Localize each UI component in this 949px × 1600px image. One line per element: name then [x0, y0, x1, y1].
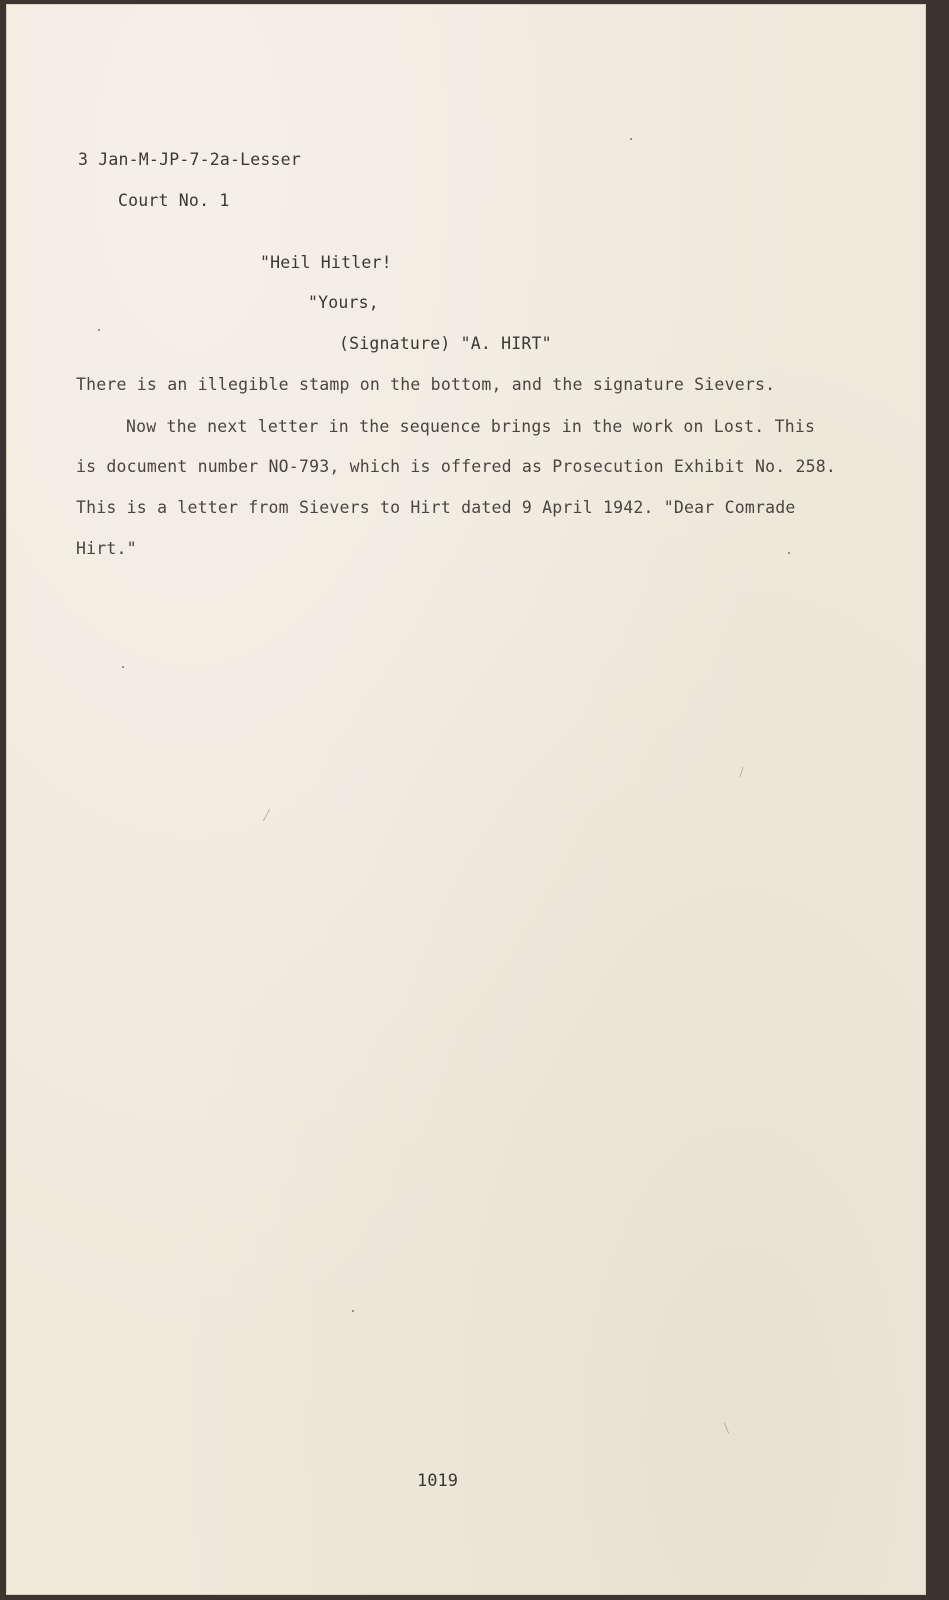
body-line-4: This is a letter from Sievers to Hirt dated 9 April 1942. "Dear Comrade	[76, 498, 796, 517]
paper-scratch	[739, 767, 743, 777]
page-number: 1019	[417, 1471, 458, 1491]
paper-scratch	[724, 1422, 729, 1434]
closing-yours: "Yours,	[308, 293, 379, 312]
body-line-3: is document number NO-793, which is offered as Prosecution Exhibit No. 258.	[76, 457, 837, 476]
closing-salutation: "Heil Hitler!	[260, 253, 392, 272]
document-page	[6, 4, 926, 1595]
body-line-1: There is an illegible stamp on the bottom, and the signature Sievers.	[76, 375, 776, 394]
paper-scratch	[263, 809, 270, 822]
paper-speck	[122, 666, 124, 668]
closing-signature: (Signature) "A. HIRT"	[339, 334, 552, 353]
body-line-5: Hirt."	[76, 539, 137, 558]
paper-speck	[98, 329, 100, 331]
body-line-2: Now the next letter in the sequence brings in the work on Lost. This	[126, 417, 816, 436]
court-number: Court No. 1	[118, 191, 230, 210]
paper-speck	[788, 552, 790, 554]
document-reference: 3 Jan-M-JP-7-2a-Lesser	[78, 150, 301, 169]
paper-speck	[352, 1310, 354, 1312]
paper-speck	[630, 138, 632, 140]
